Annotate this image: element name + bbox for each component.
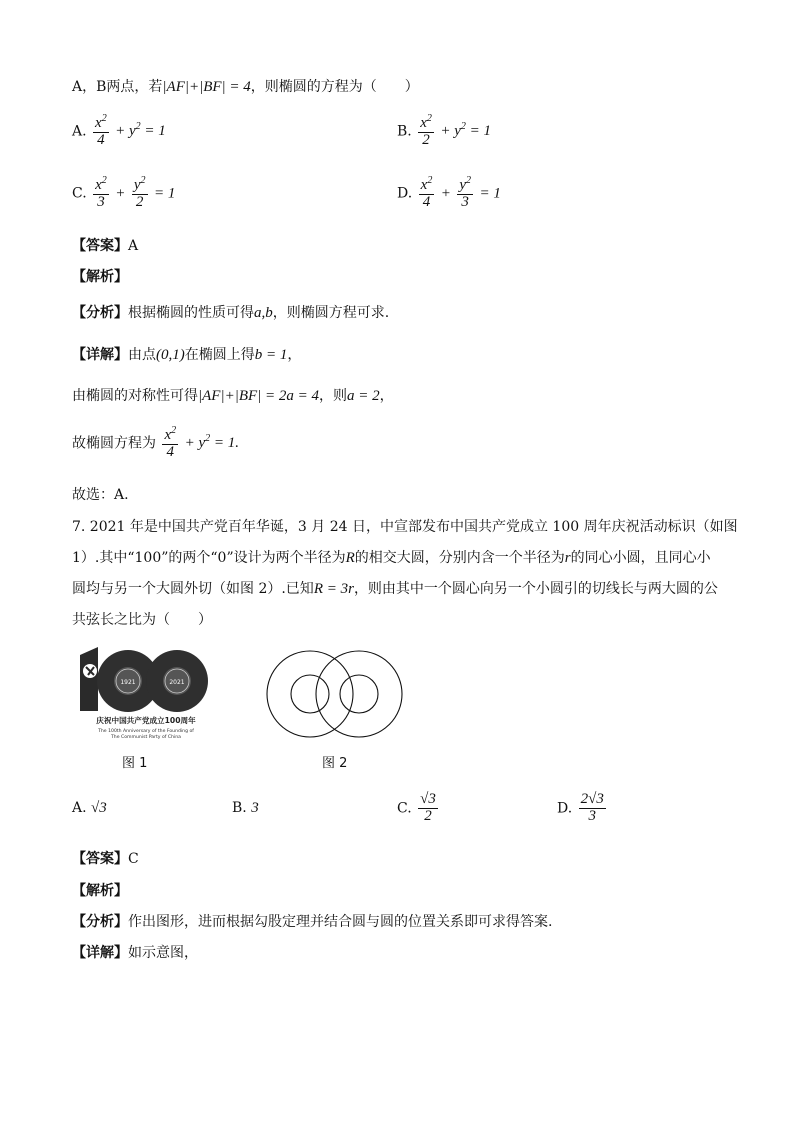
q7-answer-line: 【答案】C [72,851,139,867]
choose-line: 故选：A. [72,487,129,503]
q7-option-b: B. 3 [232,800,259,816]
stem-text: ，则椭圆的方程为（ ） [250,79,419,95]
q7-option-c: C. $\frac{√3}{2}$ [397,791,436,824]
detail-line-2: 由椭圆的对称性可得|AF|+|BF| = 2a = 4，则a = 2， [72,388,394,404]
option-c: C. $\frac{x^2}{3}$ + $\frac{y^2}{2}$ = 1 [72,175,176,210]
svg-text:1921: 1921 [120,679,136,686]
fenxi-line: 【分析】根据椭圆的性质可得a,b，则椭圆方程可求. [72,305,390,321]
figure-2-caption: 图 2 [322,756,348,771]
svg-text:The 100th Anniversary of the F: The 100th Anniversary of the Founding of [98,729,194,734]
q7-line-1: 7. 2021 年是中国共产党百年华诞，3 月 24 日，中宣部发布中国共产党成立 100 周年庆祝活动标识（如图 [72,519,738,535]
option-b: B. $\frac{x^2}{2}$ + $y^2 = 1$ [397,113,491,148]
svg-text:庆祝中国共产党成立100周年: 庆祝中国共产党成立100周年 [96,716,196,725]
q7-line-2: 1）.其中“100”的两个“0”设计为两个半径为R的相交大圆，分别内含一个半径为r的同心小圆，且同心小 [72,550,711,566]
detail-line-3: 故椭圆方程为 $\frac{x^2}{4}$ + $y^2 = 1$. [72,425,239,460]
stem-text: A，B两点，若 [72,79,163,95]
detail-line-1: 【详解】由点(0,1)在椭圆上得b = 1， [72,347,302,363]
intersecting-circles-figure [262,648,407,740]
centenary-logo-figure [76,643,216,743]
answer-line: 【答案】A [72,238,139,254]
svg-text:2021: 2021 [169,679,185,686]
option-d: D. $\frac{x^2}{4}$ + $\frac{y^2}{3}$ = 1 [397,175,501,210]
q7-analysis-heading: 【解析】 [72,883,128,899]
q7-line-4: 共弦长之比为（ ） [72,612,212,628]
q7-fenxi-line: 【分析】作出图形，进而根据勾股定理并结合圆与圆的位置关系即可求得答案. [72,914,553,930]
condition-formula: |AF|+|BF| = 4 [162,79,251,95]
q7-option-d: D. $\frac{2√3}{3}$ [557,791,604,824]
option-a: A. $\frac{x^2}{4}$ + $y^2 = 1$ [72,113,166,148]
small-circle-right [340,675,378,713]
q7-detail-line: 【详解】如示意图， [72,945,198,961]
svg-text:The Communist Party of China: The Communist Party of China [111,735,181,740]
figure-1-caption: 图 1 [122,756,148,771]
q7-line-3: 圆均与另一个大圆外切（如图 2）.已知R = 3r，则由其中一个圆心向另一个小圆引的切线长与两大圆的公 [72,581,718,597]
analysis-heading: 【解析】 [72,269,128,285]
q7-option-a: A. √3 [72,800,107,816]
small-circle-left [291,675,329,713]
question-stem-tail [72,76,419,96]
